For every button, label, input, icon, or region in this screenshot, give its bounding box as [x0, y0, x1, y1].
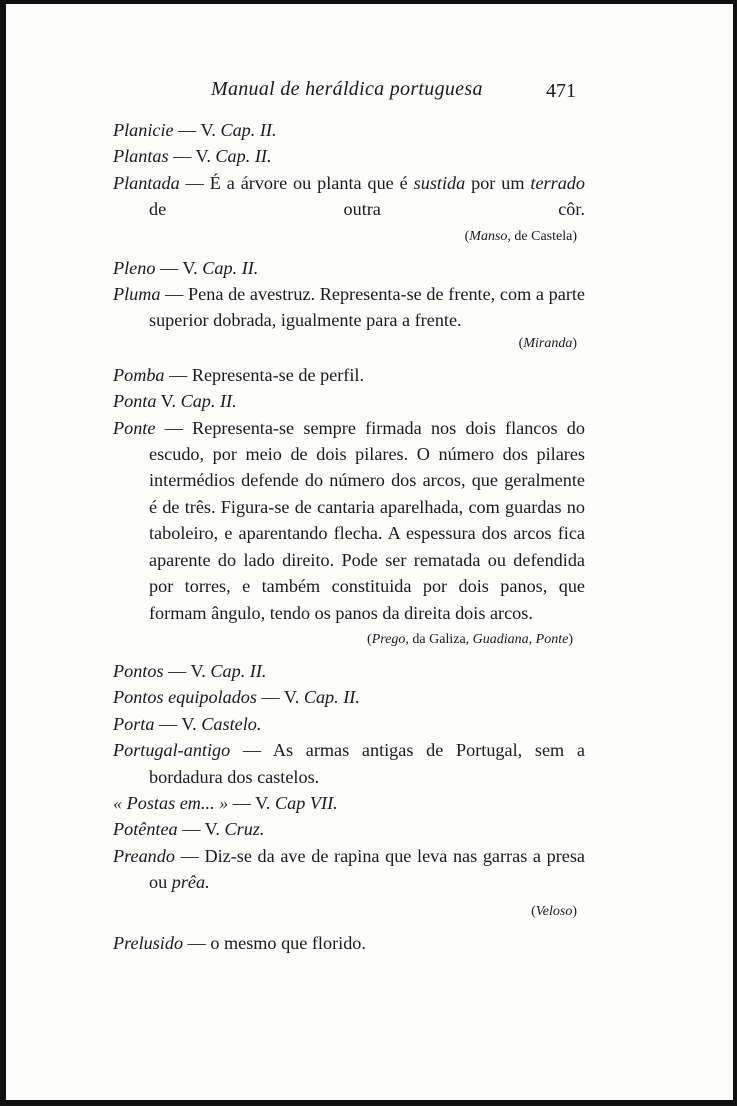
entry-term: Plantas	[113, 146, 169, 167]
entry-term: Prelusido	[113, 932, 184, 953]
entry-term: Planicie	[113, 120, 174, 140]
entry-term: « Postas em... »	[113, 792, 229, 813]
entry-plantada	[113, 170, 585, 223]
entry-separator: — V.	[163, 660, 211, 681]
entry-text: — Representa-se de perfil.	[164, 364, 365, 385]
running-title: Manual de heráldica portuguesa	[211, 78, 483, 100]
entry-pomba	[113, 362, 585, 388]
entry-text: — As armas antigas de Portugal, sem a bordadura dos castelos.	[149, 740, 585, 787]
entry-postas-em	[113, 790, 585, 816]
entry-planicie	[113, 117, 585, 143]
source-name: Prego,	[371, 631, 409, 647]
entry-term: Ponte	[113, 417, 156, 438]
entry-separator: — V.	[154, 713, 202, 734]
entry-potentea	[113, 816, 585, 842]
entry-term: Pontos equipolados	[113, 687, 257, 708]
entry-reference: Cap. II.	[303, 687, 360, 708]
entry-separator: V.	[156, 391, 181, 412]
entry-text: por um	[465, 172, 531, 193]
entry-term: Pleno	[113, 257, 156, 278]
page-header	[6, 74, 737, 104]
page-number: 471	[546, 80, 576, 102]
entry-pleno	[113, 255, 585, 281]
entry-porta	[113, 711, 585, 737]
source-name: Guadiana, Ponte	[472, 631, 569, 647]
entry-source: (Prego, da Galiza, Guadiana, Ponte)	[367, 631, 573, 647]
entry-term: Potêntea	[113, 819, 178, 840]
entry-pontos-equipolados	[113, 684, 585, 710]
entry-term: Ponta	[113, 391, 157, 412]
entry-term: Portugal-antigo	[113, 740, 231, 761]
entry-separator: — V.	[228, 792, 276, 813]
entry-separator: — V.	[168, 146, 216, 167]
entry-italic-word: sustida	[413, 172, 466, 193]
entry-reference: Cap VII.	[275, 792, 338, 813]
entry-separator: — V.	[173, 120, 221, 140]
source-name: Veloso	[535, 903, 573, 919]
entry-separator: — V.	[256, 687, 304, 708]
entry-reference: Cap. II.	[215, 146, 272, 167]
entry-source: (Manso, de Castela)	[464, 228, 577, 244]
entry-text: — o mesmo que florido.	[183, 932, 366, 953]
source-name: Manso,	[469, 228, 511, 244]
entry-italic-word: terrado	[530, 172, 585, 193]
entry-term: Porta	[113, 713, 155, 734]
entry-term: Preando	[113, 845, 175, 866]
entry-separator: — V.	[177, 819, 225, 840]
entry-ponta	[113, 388, 585, 414]
entry-pluma	[113, 281, 585, 334]
glossary-entries	[113, 117, 585, 956]
source-name: Miranda	[523, 335, 573, 351]
entry-text: de outra côr.	[149, 199, 585, 220]
entry-reference: Cap. II.	[180, 391, 237, 412]
entry-italic-word: prêa.	[171, 872, 210, 893]
entry-ponte	[113, 415, 585, 626]
entry-term: Pluma	[113, 284, 161, 305]
entry-reference: Cap. II.	[202, 257, 259, 278]
entry-prelusido	[113, 930, 585, 956]
entry-term: Pontos	[113, 660, 164, 681]
entry-pontos	[113, 658, 585, 684]
entry-term: Pomba	[113, 364, 165, 385]
entry-separator: — V.	[155, 257, 203, 278]
entry-reference: Cap. II.	[210, 660, 267, 681]
entry-source: (Veloso)	[531, 903, 577, 919]
entry-preando	[113, 843, 585, 896]
entry-term: Plantada	[113, 172, 180, 193]
entry-reference: Cap. II.	[220, 120, 277, 140]
entry-text: — Pena de avestruz. Representa-se de frente, com a parte superior dobrada, igualmente para a frente.	[149, 284, 585, 331]
entry-plantas	[113, 143, 585, 169]
entry-reference: Castelo.	[201, 713, 262, 734]
entry-text: — Diz-se da ave de rapina que leva nas garras a presa ou	[149, 845, 585, 893]
entry-portugal-antigo	[113, 737, 585, 790]
entry-source: (Miranda)	[518, 335, 577, 351]
entry-text: — Representa-se sempre firmada nos dois flancos do escudo, por meio de dois pilares. O número dos pilares intermédios defende do número dos arcos, que geralmente é de três. Figura-se de cantaria aparelhada, com guardas no taboleiro, e aparentando flecha. A espessura dos arcos fica aparente do lado direito. Pode ser rematada ou defendida por torres, e também constituida por dois panos, que formam ângulo, tendo os panos da direita dois arcos.	[149, 417, 585, 623]
entry-text: — É a árvore ou planta que é	[179, 172, 414, 193]
entry-reference: Cruz.	[224, 819, 265, 840]
